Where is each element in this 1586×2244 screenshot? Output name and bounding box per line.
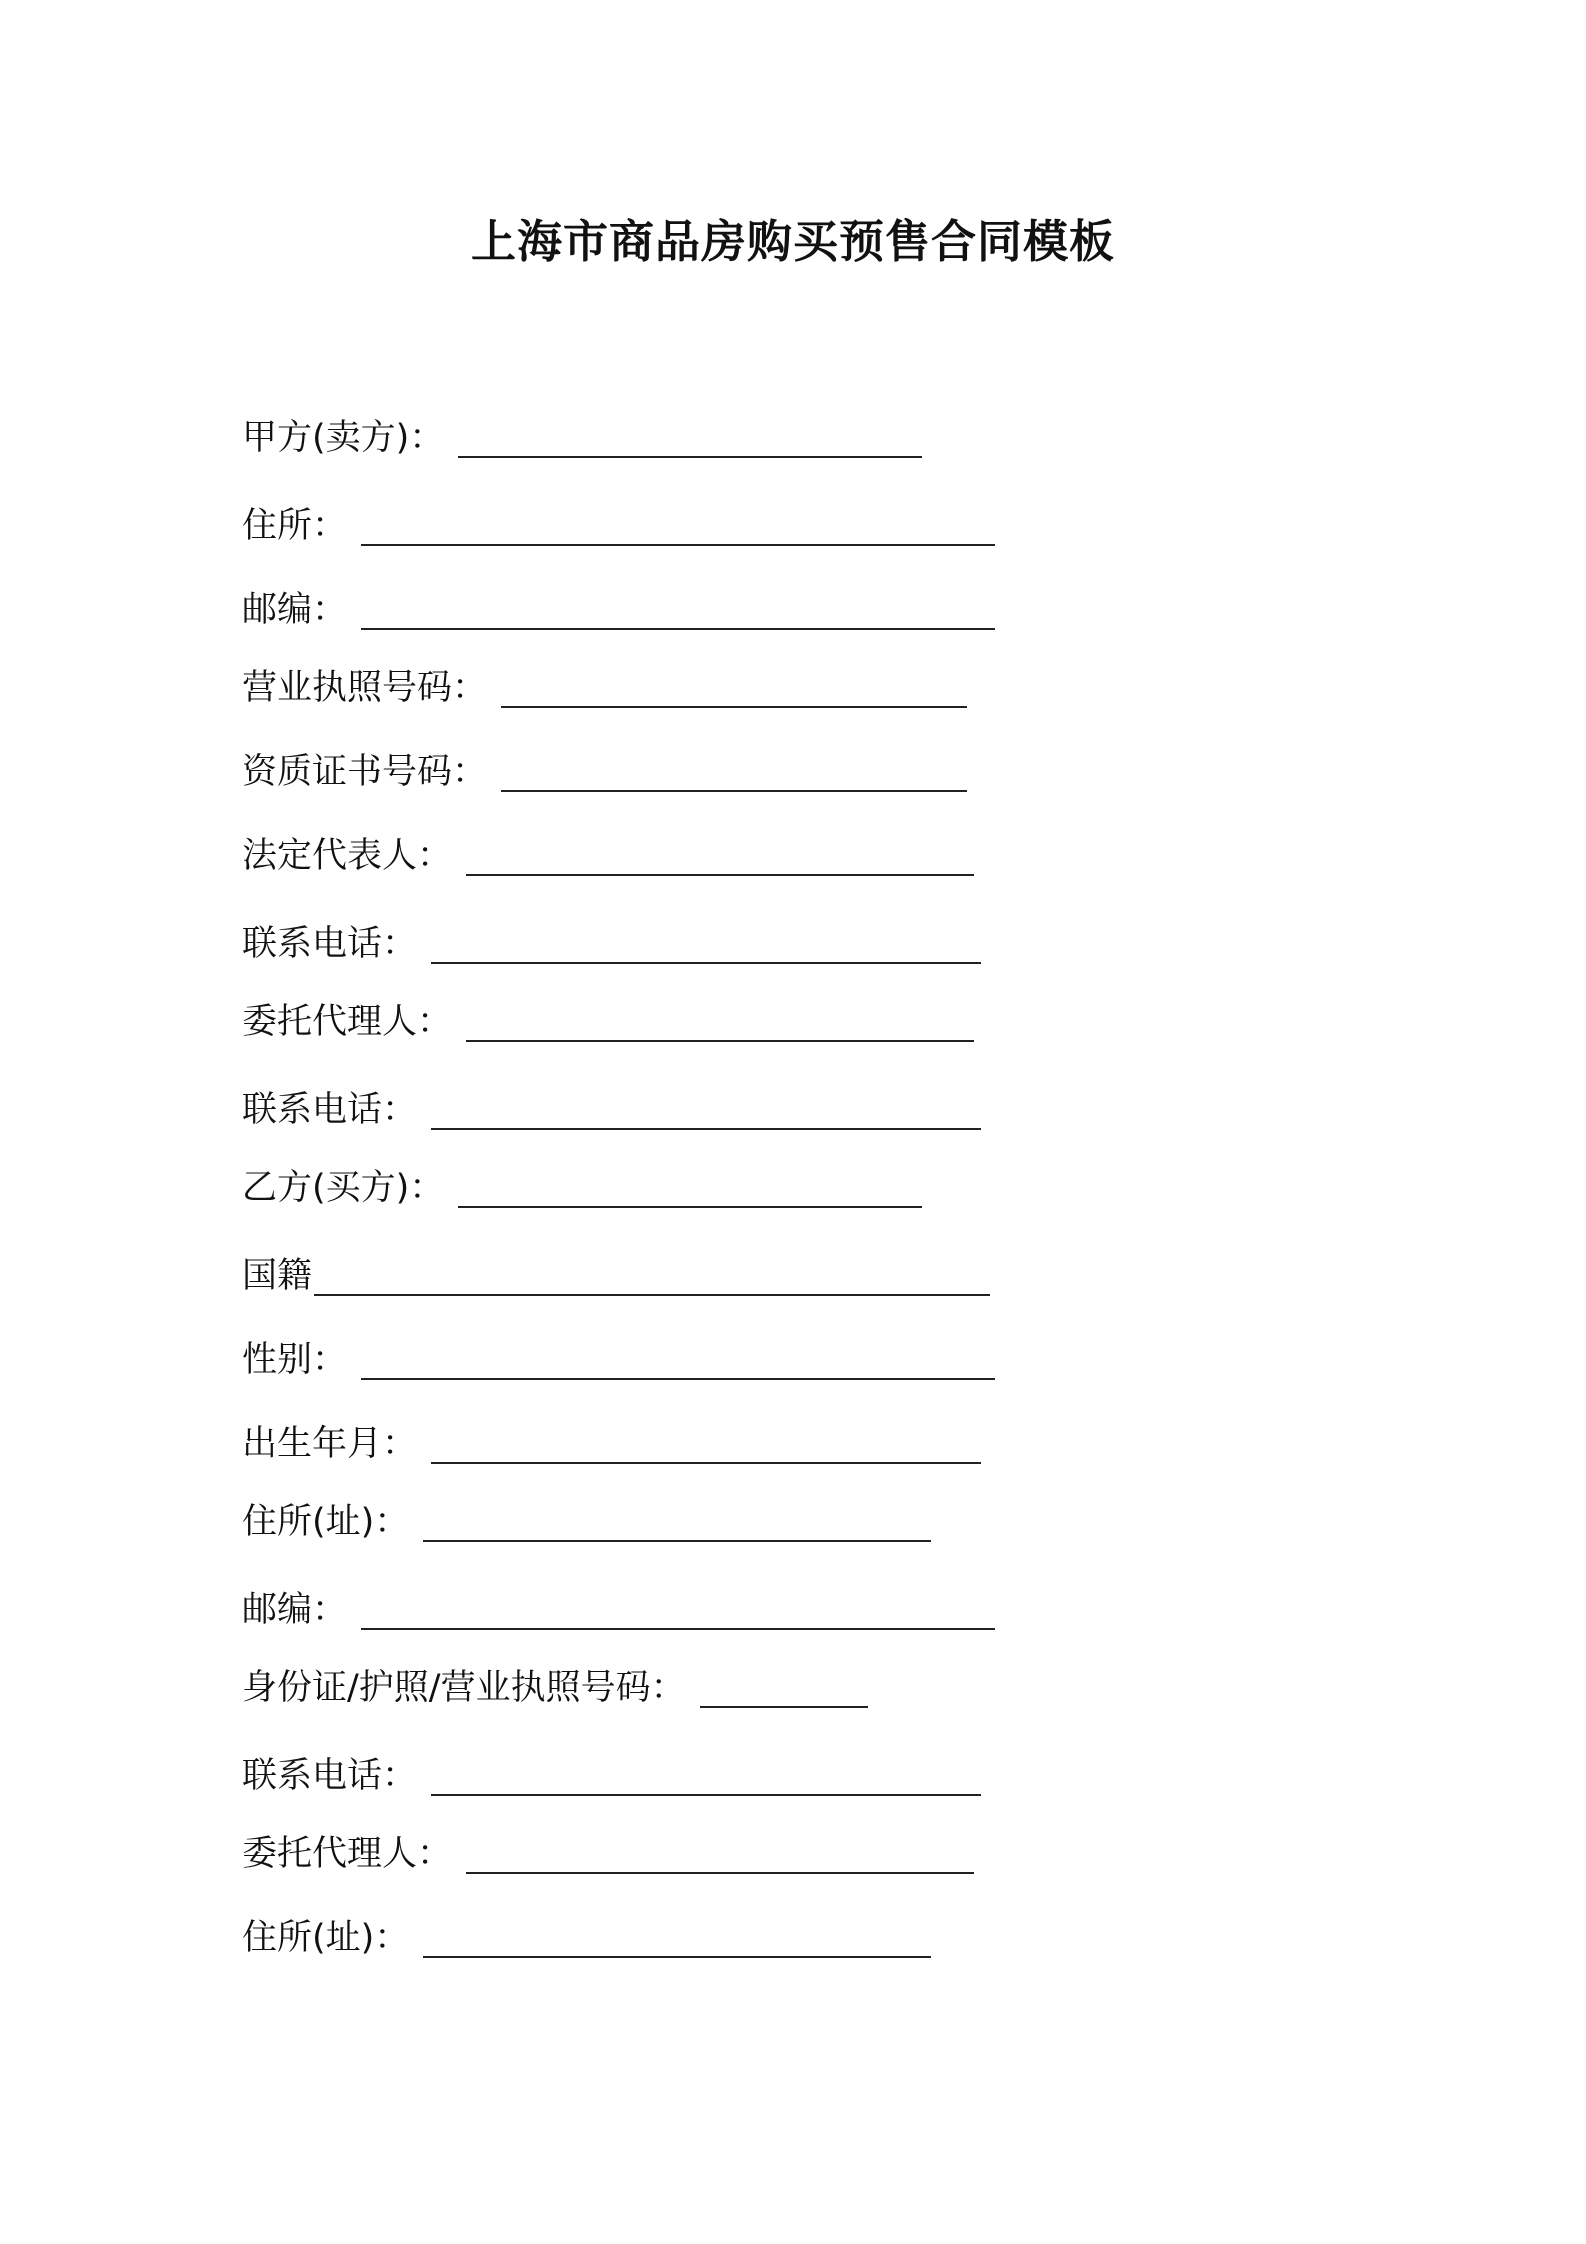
- fill-in-blank[interactable]: [361, 504, 995, 546]
- fill-in-blank[interactable]: [466, 834, 974, 876]
- field-label: 国籍: [242, 1256, 313, 1296]
- fill-in-blank[interactable]: [458, 416, 922, 458]
- field-label: 邮编：: [242, 590, 348, 630]
- fill-in-blank[interactable]: [700, 1666, 868, 1708]
- field-label: 联系电话：: [242, 924, 418, 964]
- field-seller-agent-phone: [242, 1084, 1342, 1136]
- field-label: 性别：: [242, 1340, 348, 1380]
- field-label: 资质证书号码：: [242, 752, 488, 792]
- fill-in-blank[interactable]: [466, 1000, 974, 1042]
- field-label: 委托代理人：: [242, 1002, 453, 1042]
- field-label: 联系电话：: [242, 1756, 418, 1796]
- field-seller-address: [242, 500, 1342, 552]
- field-qualification-certificate-number: [242, 746, 1342, 798]
- field-buyer-id-number: [242, 1662, 1342, 1714]
- field-seller-name: [242, 412, 1342, 464]
- field-buyer-nationality: [242, 1250, 1342, 1302]
- field-label: 甲方(卖方)：: [242, 418, 445, 458]
- document-title: 上海市商品房购买预售合同模板: [470, 215, 1115, 268]
- field-buyer-agent-address: [242, 1912, 1342, 1964]
- field-buyer-birth-date: [242, 1418, 1342, 1470]
- field-label: 住所：: [242, 506, 348, 546]
- fill-in-blank[interactable]: [361, 1338, 995, 1380]
- field-label: 邮编：: [242, 1590, 348, 1630]
- fill-in-blank[interactable]: [466, 1832, 974, 1874]
- fill-in-blank[interactable]: [423, 1500, 931, 1542]
- field-seller-phone: [242, 918, 1342, 970]
- fill-in-blank[interactable]: [361, 1588, 995, 1630]
- fill-in-blank[interactable]: [361, 588, 995, 630]
- field-label: 身份证/护照/营业执照号码：: [242, 1668, 686, 1708]
- fill-in-blank[interactable]: [431, 1754, 981, 1796]
- fill-in-blank[interactable]: [314, 1254, 990, 1296]
- field-label: 委托代理人：: [242, 1834, 453, 1874]
- field-buyer-agent: [242, 1828, 1342, 1880]
- field-buyer-phone: [242, 1750, 1342, 1802]
- fill-in-blank[interactable]: [431, 922, 981, 964]
- fill-in-blank[interactable]: [501, 666, 967, 708]
- field-seller-postcode: [242, 584, 1342, 636]
- field-seller-agent: [242, 996, 1342, 1048]
- field-label: 住所(址)：: [242, 1918, 410, 1958]
- field-label: 联系电话：: [242, 1090, 418, 1130]
- field-label: 法定代表人：: [242, 836, 453, 876]
- fill-in-blank[interactable]: [431, 1088, 981, 1130]
- party-info-form: [242, 0, 1342, 2244]
- field-buyer-gender: [242, 1334, 1342, 1386]
- field-label: 出生年月：: [242, 1424, 418, 1464]
- field-business-license-number: [242, 662, 1342, 714]
- field-legal-representative: [242, 830, 1342, 882]
- field-buyer-address: [242, 1496, 1342, 1548]
- field-label: 住所(址)：: [242, 1502, 410, 1542]
- field-buyer-name: [242, 1162, 1342, 1214]
- field-label: 乙方(买方)：: [242, 1168, 445, 1208]
- fill-in-blank[interactable]: [431, 1422, 981, 1464]
- fill-in-blank[interactable]: [458, 1166, 922, 1208]
- fill-in-blank[interactable]: [423, 1916, 931, 1958]
- fill-in-blank[interactable]: [501, 750, 967, 792]
- field-label: 营业执照号码：: [242, 668, 488, 708]
- field-buyer-postcode: [242, 1584, 1342, 1636]
